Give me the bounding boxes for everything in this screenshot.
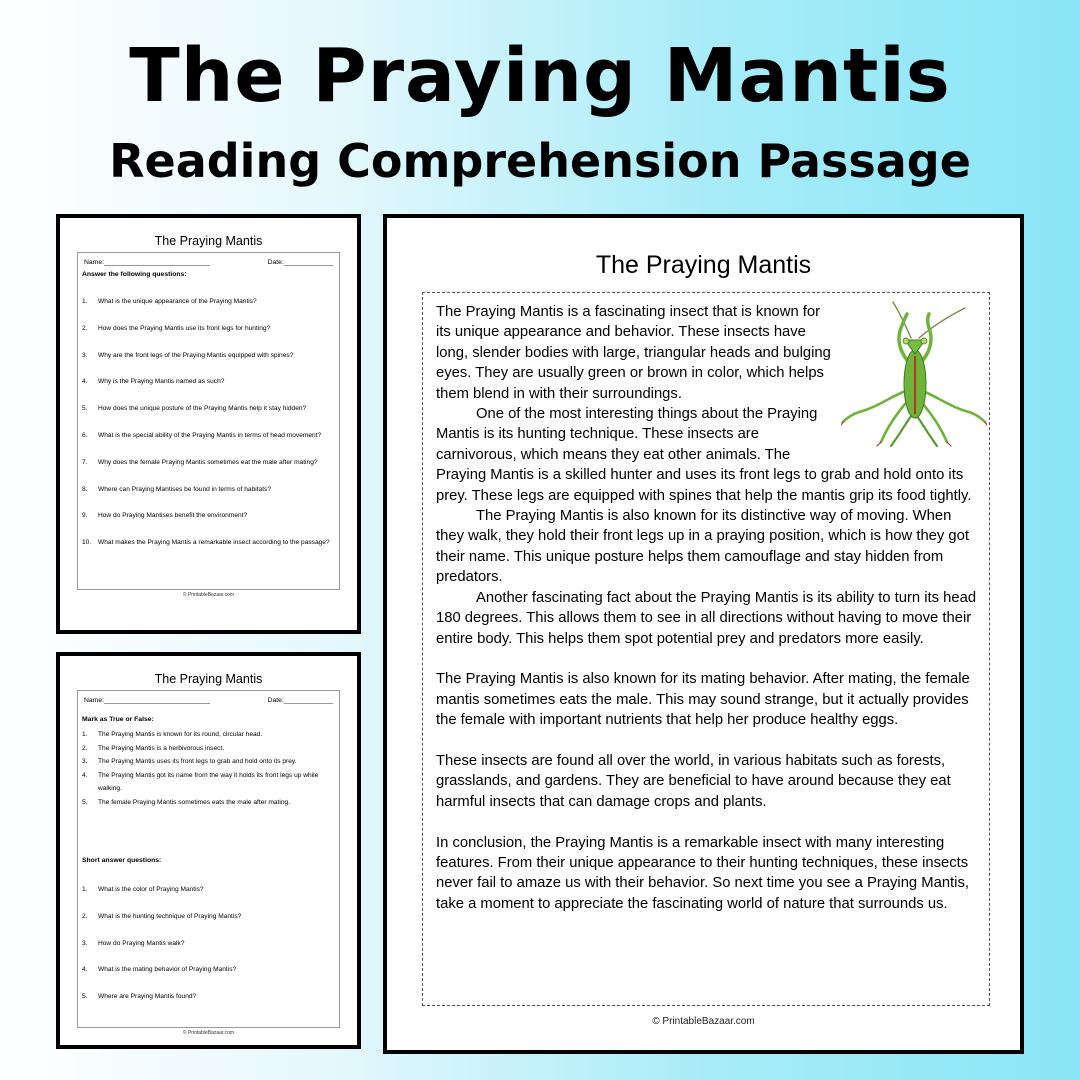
worksheet-questions-thumbnail: [56, 214, 361, 634]
passage-paragraph: The Praying Mantis is also known for its distinctive way of moving. When they walk, they hold their front legs up in a praying position, which is how they got their name. This unique posture helps them camouflage and stay hidden from predators.: [436, 508, 969, 586]
question-item: [82, 992, 335, 1001]
item-text: Why are the front legs of the Praying Mantis equipped with spines?: [98, 351, 294, 359]
tf-item: [82, 755, 335, 769]
item-text: The Praying Mantis is a herbivorous insect.: [98, 744, 225, 752]
question-item: [82, 912, 335, 921]
item-text: Why is the Praying Mantis named as such?: [98, 378, 225, 386]
question-item: [82, 885, 335, 894]
worksheet-tf-thumbnail: [56, 652, 361, 1049]
name-line: Name:____________________________: [84, 697, 210, 704]
item-text: How do Praying Mantises benefit the environment?: [98, 512, 248, 520]
question-item: [82, 377, 335, 386]
item-number: 6.: [82, 432, 88, 439]
question-item: [82, 485, 335, 494]
passage-body: [436, 302, 981, 914]
passage-box: [422, 292, 990, 1006]
date-line: Date:_____________: [267, 697, 333, 704]
worksheet-frame: [77, 690, 340, 1028]
name-line: Name:____________________________: [84, 259, 210, 266]
worksheet-title: The Praying Mantis: [154, 234, 263, 248]
item-number: 1.: [82, 298, 88, 305]
item-number: 1.: [82, 886, 88, 893]
sub-title: Reading Comprehension Passage: [109, 134, 971, 188]
tf-heading: Mark as True or False:: [82, 716, 154, 723]
item-text: The female Praying Mantis sometimes eats the male after mating.: [98, 798, 291, 806]
tf-item: [82, 769, 335, 796]
item-number: 1.: [82, 731, 88, 738]
praying-mantis-icon: [841, 300, 987, 448]
item-number: 4.: [82, 378, 88, 386]
item-number: 3.: [82, 351, 88, 359]
passage-paragraph: The Praying Mantis is a fascinating insect that is known for its unique appearance and behavior. These insects have long, slender bodies with large, triangular heads and bulging eyes. They are usually green or brown in color, which helps them blend in with their surroundings.: [436, 304, 831, 402]
question-item: [82, 297, 335, 306]
question-item: [82, 404, 335, 413]
item-number: 4.: [82, 966, 88, 974]
passage-paragraph: In conclusion, the Praying Mantis is a remarkable insect with many interesting features. From their unique appearance to their hunting techniques, these insects never fail to amaze us with their behavior. So next time you see a Praying Mantis, take a moment to appreciate the fascinating world of nature that surrounds us.: [436, 834, 969, 912]
item-number: 4.: [82, 771, 88, 779]
item-text: What makes the Praying Mantis a remarkable insect according to the passage?: [98, 539, 330, 547]
item-number: 3.: [82, 939, 88, 947]
passage-paragraph: One of the most interesting things about the Praying Mantis is its hunting technique. These insects are carnivorous, which means they eat other animals. The Praying Mantis is a skilled hunter and uses its front legs to grab and hold onto its prey. These legs are equipped with spines that help the mantis grip its food tightly.: [436, 406, 972, 504]
question-item: [82, 538, 335, 547]
date-line: Date:_____________: [267, 259, 333, 266]
item-text: How does the unique posture of the Praying Mantis help it stay hidden?: [98, 405, 307, 413]
item-number: 7.: [82, 458, 88, 466]
question-item: [82, 458, 335, 467]
item-text: How do Praying Mantis walk?: [98, 939, 185, 947]
passage-footer: © PrintableBazaar.com: [652, 1016, 755, 1027]
passage-paragraph: Another fascinating fact about the Praying Mantis is its ability to turn its head 180 degrees. This allows them to see in all directions without having to move their entire body. This helps them spot potential prey and predators more easily.: [436, 589, 977, 647]
item-text: Why does the female Praying Mantis sometimes eat the male after mating?: [98, 458, 318, 466]
question-item: [82, 351, 335, 360]
item-text: The Praying Mantis got its name from the way it holds its front legs up while walking.: [98, 771, 319, 792]
item-number: 5.: [82, 405, 88, 413]
item-number: 5.: [82, 798, 88, 806]
worksheet-title: The Praying Mantis: [154, 672, 263, 686]
sa-heading: Short answer questions:: [82, 857, 162, 864]
item-text: Where can Praying Mantises be found in terms of habitats?: [98, 485, 271, 493]
main-title: The Praying Mantis: [129, 33, 951, 119]
item-number: 5.: [82, 993, 88, 1001]
item-text: What is the special ability of the Praying Mantis in terms of head movement?: [98, 432, 322, 439]
passage-paragraph: The Praying Mantis is also known for its mating behavior. After mating, the female mantis sometimes eats the male. This may sound strange, but it actually provides the female with important nutrients that help her produce healthy eggs.: [436, 671, 970, 729]
item-number: 2.: [82, 324, 88, 332]
questions-instructions: Answer the following questions:: [82, 271, 187, 278]
worksheet-footer: © PrintableBazaar.com: [182, 592, 235, 598]
item-text: What is the color of Praying Mantis?: [98, 886, 204, 893]
tf-item: [82, 742, 335, 756]
question-item: [82, 939, 335, 948]
passage-paragraph: These insects are found all over the world, in various habitats such as forests, grasslands, and gardens. They are beneficial to have around because they eat harmful insects that can damage crops and plants.: [436, 752, 951, 810]
item-number: 9.: [82, 512, 88, 520]
item-text: How does the Praying Mantis use its front legs for hunting?: [98, 324, 271, 332]
item-number: 8.: [82, 485, 88, 493]
item-text: Where are Praying Mantis found?: [98, 993, 197, 1001]
question-item: [82, 431, 335, 440]
item-number: 2.: [82, 744, 88, 752]
item-text: What is the hunting technique of Praying Mantis?: [98, 912, 242, 920]
tf-item: [82, 796, 335, 810]
item-text: What is the unique appearance of the Praying Mantis?: [98, 298, 257, 305]
item-number: 2.: [82, 912, 88, 920]
item-text: What is the mating behavior of Praying Mantis?: [98, 966, 237, 974]
item-text: The Praying Mantis uses its front legs to grab and hold onto its prey.: [98, 758, 297, 765]
passage-page: [383, 214, 1024, 1054]
worksheet-footer: © PrintableBazaar.com: [182, 1030, 235, 1036]
tf-item: [82, 728, 335, 742]
item-number: 10.: [82, 539, 92, 547]
item-number: 3.: [82, 758, 88, 765]
question-item: [82, 511, 335, 520]
question-item: [82, 324, 335, 333]
passage-title: The Praying Mantis: [595, 251, 812, 279]
question-item: [82, 965, 335, 974]
item-text: The Praying Mantis is known for its round, circular head.: [98, 731, 263, 738]
worksheet-frame: [77, 252, 340, 590]
